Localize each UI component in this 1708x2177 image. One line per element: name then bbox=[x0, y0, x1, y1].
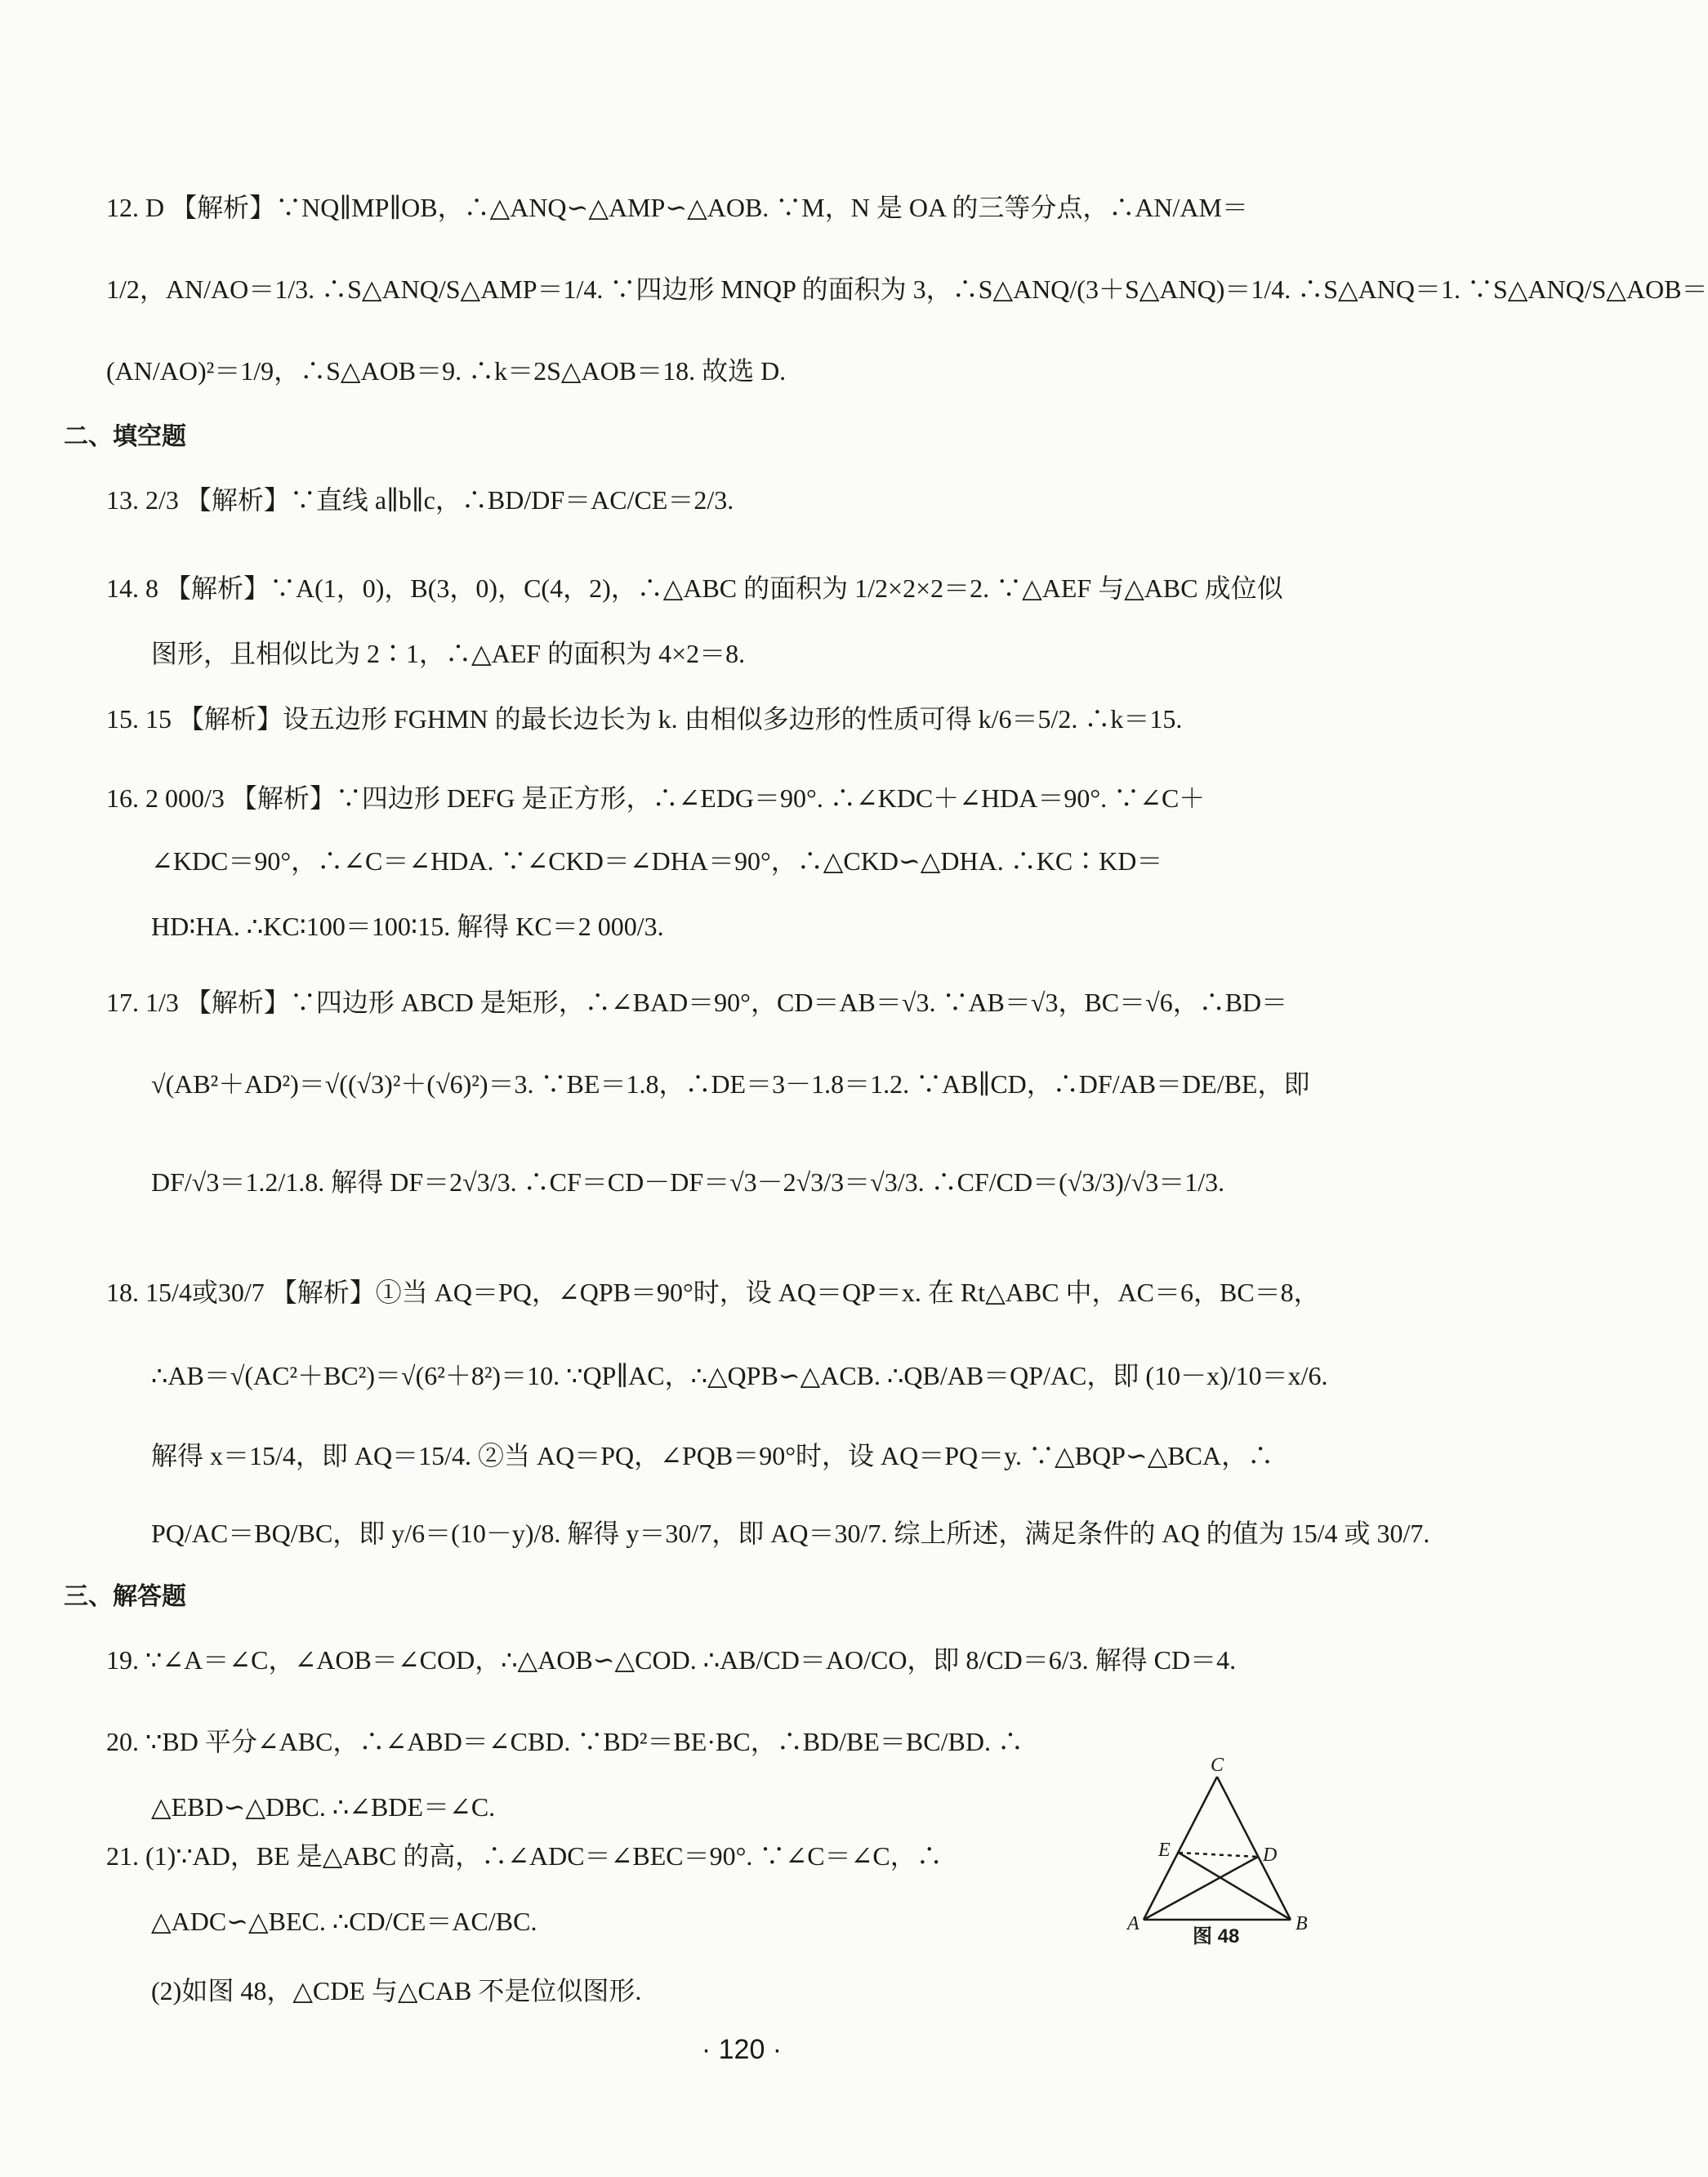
label-e: E bbox=[1158, 1840, 1171, 1861]
page-number: · 120 · bbox=[701, 2034, 783, 2065]
q16-line1: 16. 2 000/3 【解析】∵四边形 DEFG 是正方形，∴∠EDG＝90°. ∴∠KDC＋∠HDA＝90°. ∵∠C＋ bbox=[106, 783, 1206, 813]
q21-line2: △ADC∽△BEC. ∴CD/CE＝AC/BC. bbox=[151, 1907, 537, 1936]
q18-line1: 18. 15/4或30/7 【解析】①当 AQ＝PQ，∠QPB＝90°时，设 AQ＝QP＝x. 在 Rt△ABC 中，AC＝6，BC＝8， bbox=[106, 1278, 1320, 1307]
q17-line3: DF/√3＝1.2/1.8. 解得 DF＝2√3/3. ∴CF＝CD－DF＝√3－2√3/3＝√3/3. ∴CF/CD＝(√3/3)/√3＝1/3. bbox=[151, 1167, 1225, 1197]
q19: 19. ∵∠A＝∠C，∠AOB＝∠COD，∴△AOB∽△COD. ∴AB/CD＝AO/CO，即 8/CD＝6/3. 解得 CD＝4. bbox=[106, 1645, 1237, 1675]
q14-line2: 图形，且相似比为 2∶1，∴△AEF 的面积为 4×2＝8. bbox=[151, 639, 746, 668]
label-b: B bbox=[1295, 1913, 1308, 1934]
section-fill-in: 二、填空题 bbox=[64, 423, 186, 450]
q18-line4: PQ/AC＝BQ/BC，即 y/6＝(10－y)/8. 解得 y＝30/7，即 AQ＝30/7. 综上所述，满足条件的 AQ 的值为 15/4 或 30/7. bbox=[151, 1519, 1430, 1548]
label-c: C bbox=[1211, 1755, 1224, 1776]
q15: 15. 15 【解析】设五边形 FGHMN 的最长边长为 k. 由相似多边形的性质可得 k/6＝5/2. ∴k＝15. bbox=[106, 704, 1183, 734]
q21-line1: 21. (1)∵AD，BE 是△ABC 的高，∴∠ADC＝∠BEC＝90°. ∵∠C＝∠C，∴ bbox=[106, 1841, 943, 1871]
q20-line1: 20. ∵BD 平分∠ABC，∴∠ABD＝∠CBD. ∵BD²＝BE·BC，∴BD/BE＝BC/BD. ∴ bbox=[106, 1727, 1023, 1756]
q17-line1: 17. 1/3 【解析】∵四边形 ABCD 是矩形，∴∠BAD＝90°，CD＝AB＝√3. ∵AB＝√3，BC＝√6，∴BD＝ bbox=[106, 988, 1288, 1017]
q16-line2: ∠KDC＝90°，∴∠C＝∠HDA. ∵∠CKD＝∠DHA＝90°，∴△CKD∽△DHA. ∴KC∶KD＝ bbox=[151, 846, 1163, 876]
q20-line2: △EBD∽△DBC. ∴∠BDE＝∠C. bbox=[151, 1792, 496, 1822]
q13: 13. 2/3 【解析】∵直线 a∥b∥c，∴BD/DF＝AC/CE＝2/3. bbox=[106, 485, 734, 515]
q12-line1: 12. D 【解析】∵NQ∥MP∥OB，∴△ANQ∽△AMP∽△AOB. ∵M，N 是 OA 的三等分点，∴AN/AM＝ bbox=[106, 193, 1248, 222]
figure-caption: 图 48 bbox=[1193, 1925, 1240, 1947]
label-a: A bbox=[1127, 1913, 1139, 1934]
q18-line3: 解得 x＝15/4，即 AQ＝15/4. ②当 AQ＝PQ，∠PQB＝90°时，设 AQ＝PQ＝y. ∵△BQP∽△BCA，∴ bbox=[151, 1441, 1274, 1470]
section-solve: 三、解答题 bbox=[64, 1583, 186, 1610]
label-d: D bbox=[1263, 1845, 1278, 1866]
q18-line2: ∴AB＝√(AC²＋BC²)＝√(6²＋8²)＝10. ∵QP∥AC，∴△QPB∽△ACB. ∴QB/AB＝QP/AC，即 (10－x)/10＝x/6. bbox=[151, 1361, 1328, 1390]
q12-line2: 1/2，AN/AO＝1/3. ∴S△ANQ/S△AMP＝1/4. ∵四边形 MNQP 的面积为 3，∴S△ANQ/(3＋S△ANQ)＝1/4. ∴S△ANQ＝1. ∵S△ANQ/S△AOB＝ bbox=[106, 274, 1708, 304]
q14-line1: 14. 8 【解析】∵A(1，0)，B(3，0)，C(4，2)，∴△ABC 的面积为 1/2×2×2＝2. ∵△AEF 与△ABC 成位似 bbox=[106, 573, 1283, 603]
q21-line3: (2)如图 48，△CDE 与△CAB 不是位似图形. bbox=[151, 1976, 642, 2005]
q16-line3: HD∶HA. ∴KC∶100＝100∶15. 解得 KC＝2 000/3. bbox=[151, 912, 664, 941]
segment-ed bbox=[1179, 1853, 1258, 1857]
q12-line3: (AN/AO)²＝1/9，∴S△AOB＝9. ∴k＝2S△AOB＝18. 故选 D. bbox=[106, 356, 787, 386]
q17-line2: √(AB²＋AD²)＝√((√3)²＋(√6)²)＝3. ∵BE＝1.8，∴DE＝3－1.8＝1.2. ∵AB∥CD，∴DF/AB＝DE/BE，即 bbox=[151, 1069, 1310, 1099]
side-ca bbox=[1144, 1777, 1217, 1920]
